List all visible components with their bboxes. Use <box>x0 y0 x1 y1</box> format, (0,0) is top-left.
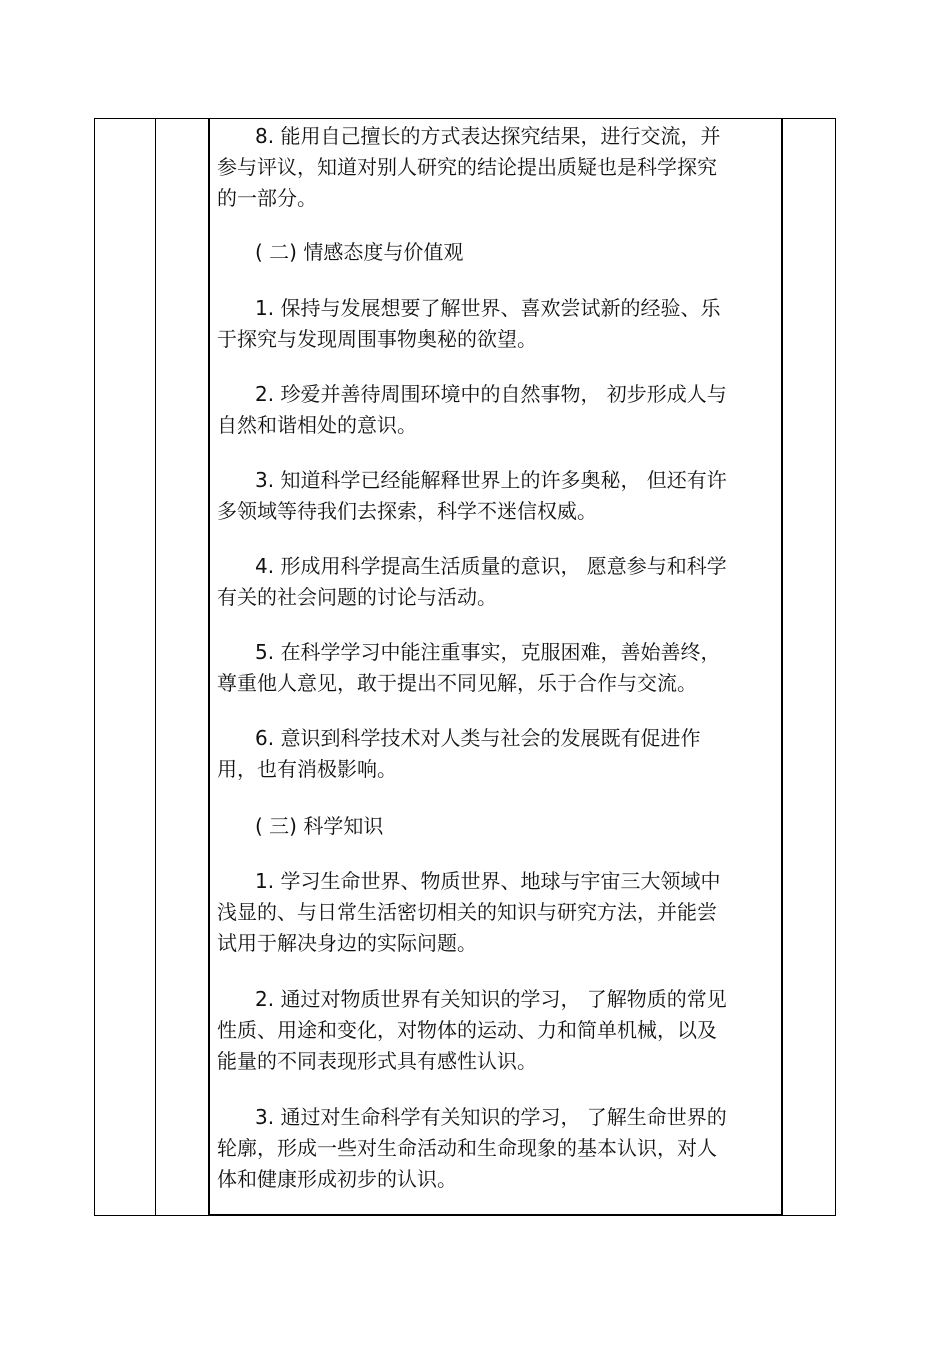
paragraph-attitude-3 <box>217 465 777 527</box>
text-line: 能量的不同表现形式具有感性认识。 <box>217 1049 537 1073</box>
heading-text: ( 二) 情感态度与价值观 <box>255 240 464 264</box>
text-line: 6. 意识到科学技术对人类与社会的发展既有促进作 <box>255 726 701 750</box>
text-line: 5. 在科学学习中能注重事实，克服困难，善始善终， <box>255 640 721 664</box>
paragraph-attitude-2 <box>217 379 777 441</box>
text-line: 参与评议，知道对别人研究的结论提出质疑也是科学探究 <box>217 155 717 179</box>
text-line: 2. 通过对物质世界有关知识的学习， 了解物质的常见 <box>255 987 727 1011</box>
text-line: 性质、用途和变化，对物体的运动、力和简单机械，以及 <box>217 1018 717 1042</box>
heading-text: ( 三) 科学知识 <box>255 814 384 838</box>
text-line: 于探究与发现周围事物奥秘的欲望。 <box>217 327 537 351</box>
text-line: 多领域等待我们去探索，科学不迷信权威。 <box>217 499 597 523</box>
text-line: 自然和谐相处的意识。 <box>217 413 417 437</box>
paragraph-knowledge-1 <box>217 866 777 959</box>
section-heading-2 <box>217 237 777 268</box>
content-cell-bottom-border <box>208 1214 782 1216</box>
paragraph-knowledge-2 <box>217 984 777 1077</box>
text-line: 轮廓，形成一些对生命活动和生命现象的基本认识，对人 <box>217 1136 717 1160</box>
column-divider-3 <box>781 119 783 1215</box>
text-line: 1. 学习生命世界、物质世界、地球与宇宙三大领域中 <box>255 869 721 893</box>
text-line: 有关的社会问题的讨论与活动。 <box>217 585 497 609</box>
text-line: 2. 珍爱并善待周围环境中的自然事物， 初步形成人与 <box>255 382 727 406</box>
text-line: 试用于解决身边的实际问题。 <box>217 931 477 955</box>
content-table <box>94 118 836 1216</box>
text-line: 用，也有消极影响。 <box>217 757 397 781</box>
paragraph-attitude-1 <box>217 293 777 355</box>
text-line: 的一部分。 <box>217 186 317 210</box>
section-heading-3 <box>217 811 777 842</box>
text-line: 3. 通过对生命科学有关知识的学习， 了解生命世界的 <box>255 1105 727 1129</box>
text-line: 体和健康形成初步的认识。 <box>217 1167 457 1191</box>
paragraph-attitude-5 <box>217 637 777 699</box>
paragraph-attitude-6 <box>217 723 777 785</box>
text-line: 浅显的、与日常生活密切相关的知识与研究方法，并能尝 <box>217 900 717 924</box>
paragraph-attitude-4 <box>217 551 777 613</box>
column-divider-1 <box>155 119 156 1215</box>
text-line: 4. 形成用科学提高生活质量的意识， 愿意参与和科学 <box>255 554 727 578</box>
text-line: 尊重他人意见，敢于提出不同见解，乐于合作与交流。 <box>217 671 697 695</box>
paragraph-knowledge-3 <box>217 1102 777 1195</box>
text-line: 1. 保持与发展想要了解世界、喜欢尝试新的经验、乐 <box>255 296 721 320</box>
text-line: 3. 知道科学已经能解释世界上的许多奥秘， 但还有许 <box>255 468 727 492</box>
paragraph-8 <box>217 121 777 214</box>
text-line: 8. 能用自己擅长的方式表达探究结果，进行交流，并 <box>255 124 721 148</box>
column-divider-2 <box>208 119 210 1215</box>
